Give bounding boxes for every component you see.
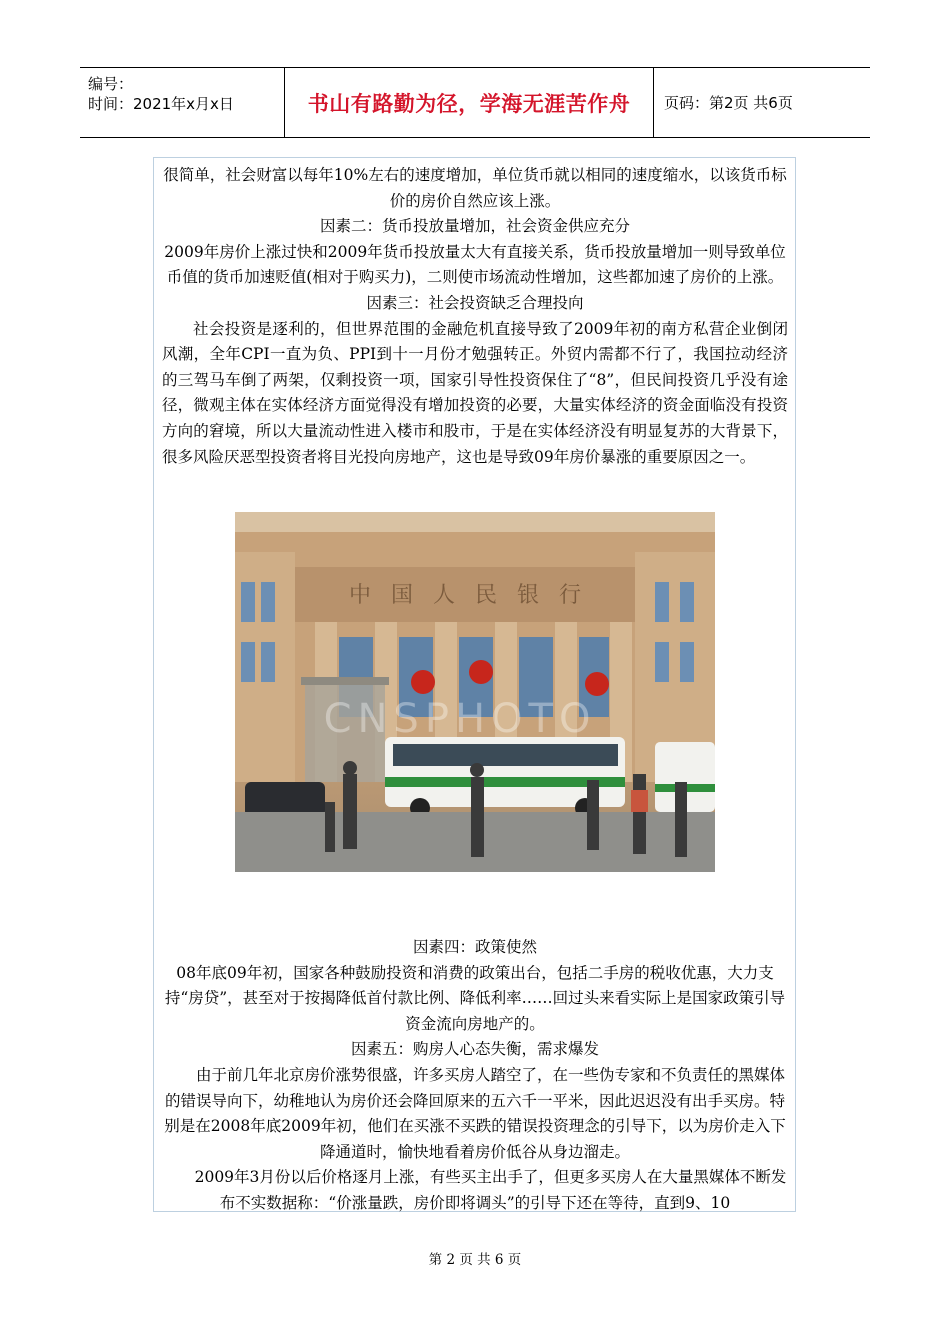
header-motto: 书山有路勤为径，学海无涯苦作舟 [284,68,654,137]
document-time-label: 时间：2021年x月x日 [88,95,234,113]
paragraph-factor2: 2009年房价上涨过快和2009年货币投放量太大有直接关系，货币投放量增加一则导致单位币值的货币加速贬值(相对于购买力)，二则使市场流动性增加，这些都加速了房价的上涨。 [164,242,786,287]
article-body [162,163,788,470]
factor4-heading: 因素四：政策使然 [412,938,537,956]
header-meta [80,68,284,137]
paragraph-factor3: 社会投资是逐利的，但世界范围的金融危机直接导致了2009年初的南方私营企业倒闭风潮，全年CPI一直为负、PPI到十一月份才勉强转正。外贸内需都不行了，我国拉动经济的三驾马车倒了两架，仅剩投资一项，国家引导性投资保住了“8”，但民间投资几乎没有途径，微观主体在实体经济方面觉得没有增加投资的必要，大量实体经济的资金面临没有投资方向的窘境，所以大量流动性进入楼市和股市，于是在实体经济没有明显复苏的大背景下，很多风险厌恶型投资者将目光投向房地产，这也是导致09年房价暴涨的重要原因之一。 [162,319,788,466]
document-number-label: 编号： [88,75,134,93]
article-body-lower [162,935,788,1217]
bank-building-photo [235,512,715,872]
paragraph-factor5: 由于前几年北京房价涨势很盛，许多买房人踏空了，在一些伪专家和不负责任的黑媒体的错误导向下，幼稚地认为房价还会降回原来的五六千一平米，因此迟迟没有出手买房。特别是在2008年底2009年初，他们在买涨不买跌的错误投资理念的引导下，以为房价走入下降通道时，愉快地看着房价低谷从身边溜走。 [164,1065,786,1161]
page-header [80,67,870,138]
page-footer [0,1248,950,1268]
paragraph-factor4: 08年底09年初，国家各种鼓励投资和消费的政策出台，包括二手房的税收优惠，大力支持“房贷”，甚至对于按揭降低首付款比例、降低利率……回过头来看实际上是国家政策引导资金流向房地产的。 [164,963,786,1033]
header-page-label: 页码：第2页 共6页 [664,94,793,112]
photo-watermark: CNSPHOTO [323,696,597,742]
building-sign-text: 中国人民银行 [348,583,602,608]
factor2-heading: 因素二：货币投放量增加，社会资金供应充分 [319,217,630,236]
factor5-heading: 因素五：购房人心态失衡，需求爆发 [350,1040,599,1059]
factor3-heading: 因素三：社会投资缺乏合理投向 [366,293,584,312]
paragraph-market-rise: 2009年3月份以后价格逐月上涨，有些买主出手了，但更多买房人在大量黑媒体不断发布不实数据称：“价涨量跌，房价即将调头”的引导下还在等待，直到9、10 [194,1168,787,1212]
footer-page-number: 第 2 页 共 6 页 [428,1252,522,1268]
paragraph-intro: 很简单，社会财富以每年10%左右的速度增加，单位货币就以相同的速度缩水，以该货币标价的房价自然应该上涨。 [163,166,787,210]
